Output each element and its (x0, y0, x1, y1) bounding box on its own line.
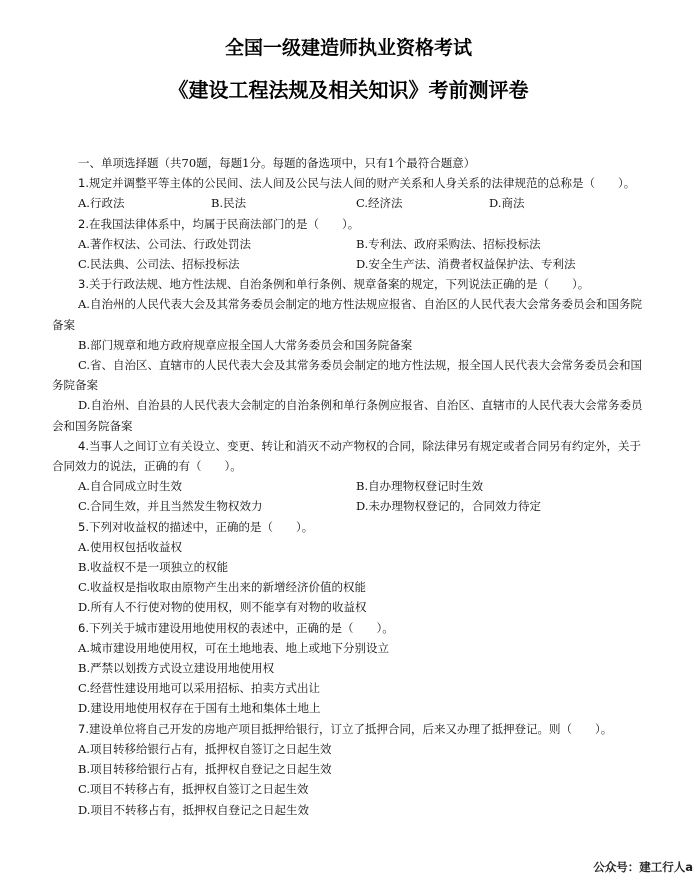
options-row (52, 476, 650, 496)
option-d: D.未办理物权登记的，合同效力待定 (356, 499, 541, 514)
option-a: A.行政法 (78, 196, 125, 211)
option-c: C.项目不转移占有，抵押权自签订之日起生效 (78, 782, 309, 797)
option-c: C.合同生效，并且当然发生物权效力 (78, 499, 263, 514)
document-subtitle: 《建设工程法规及相关知识》考前测评卷 (168, 78, 529, 102)
option-a: A.著作权法、公司法、行政处罚法 (78, 236, 251, 251)
option-a: A.自治州的人民代表大会及其常务委员会制定的地方性法规应报省、自治区的人民代表大会常务委员会和国务院备案 (52, 297, 642, 332)
question-stem: 4.当事人之间订立有关设立、变更、转让和消灭不动产物权的合同，除法律另有规定或者合同另有约定外，关于合同效力的说法，正确的有（ ）。 (52, 438, 641, 474)
option-d: D.自治州、自治县的人民代表大会制定的自治条例和单行条例应报省、自治区、直辖市的人民代表大会常务委员会和国务院备案 (52, 398, 643, 433)
option-d: D.建设用地使用权存在于国有土地和集体土地上 (78, 701, 321, 716)
option-b: B.自办理物权登记时生效 (356, 479, 484, 494)
option-a: A.项目转移给银行占有，抵押权自签订之日起生效 (78, 741, 332, 756)
option-b: B.项目转移给银行占有，抵押权自登记之日起生效 (78, 762, 332, 777)
option-d: D.项目不转移占有，抵押权自登记之日起生效 (78, 802, 309, 817)
question-5 (52, 517, 650, 618)
option-c: C.收益权是指收取由原物产生出来的新增经济价值的权能 (78, 580, 367, 595)
question-stem: 5.下列对收益权的描述中，正确的是（ ）。 (78, 519, 314, 534)
option-b: B.专利法、政府采购法、招标投标法 (356, 236, 541, 251)
option-b: B.严禁以划拨方式设立建设用地使用权 (78, 661, 275, 676)
option-b: B.收益权不是一项独立的权能 (78, 560, 229, 575)
question-stem: 6.下列关于城市建设用地使用权的表述中，正确的是（ ）。 (78, 620, 394, 635)
exam-content (52, 153, 650, 820)
question-3 (52, 274, 650, 436)
watermark-text: 公众号：建工行人a (593, 860, 693, 874)
option-b: B.部门规章和地方政府规章应报全国人大常务委员会和国务院备案 (78, 337, 413, 352)
question-7 (52, 719, 650, 820)
options-row (52, 234, 650, 254)
question-6 (52, 618, 650, 719)
question-stem: 3.关于行政法规、地方性法规、自治条例和单行条例、规章备案的规定，下列说法正确的是（ ）。 (78, 277, 590, 292)
option-c: C.民法典、公司法、招标投标法 (78, 257, 240, 272)
options-row (52, 496, 650, 516)
option-a: A.使用权包括收益权 (78, 539, 182, 554)
options-row (52, 254, 650, 274)
option-c: C.经济法 (356, 196, 403, 211)
option-c: C.省、自治区、直辖市的人民代表大会及其常务委员会制定的地方性法规，报全国人民代表大会常务委员会和国务院备案 (52, 358, 643, 393)
option-a: A.自合同成立时生效 (78, 479, 182, 494)
question-stem: 2.在我国法律体系中，均属于民商法部门的是（ ）。 (78, 216, 360, 231)
document-title: 全国一级建造师执业资格考试 (224, 37, 472, 59)
option-c: C.经营性建设用地可以采用招标、拍卖方式出让 (78, 681, 321, 696)
options-row (52, 193, 650, 213)
option-d: D.安全生产法、消费者权益保护法、专利法 (356, 257, 576, 272)
option-b: B.民法 (211, 196, 247, 211)
question-1 (52, 173, 650, 213)
question-stem: 1.规定并调整平等主体的公民间、法人间及公民与法人间的财产关系和人身关系的法律规范的总称是（ ）。 (78, 176, 636, 191)
option-d: D.所有人不行使对物的使用权，则不能享有对物的收益权 (78, 600, 367, 615)
question-4 (52, 436, 650, 517)
question-2 (52, 214, 650, 275)
option-a: A.城市建设用地使用权，可在土地地表、地上或地下分别设立 (78, 640, 389, 655)
question-stem: 7.建设单位将自己开发的房地产项目抵押给银行，订立了抵押合同，后来又办理了抵押登记。则（ ）。 (78, 721, 613, 736)
section-heading: 一、单项选择题（共70题，每题1分。每题的备选项中，只有1个最符合题意） (78, 156, 476, 170)
option-d: D.商法 (489, 196, 525, 211)
